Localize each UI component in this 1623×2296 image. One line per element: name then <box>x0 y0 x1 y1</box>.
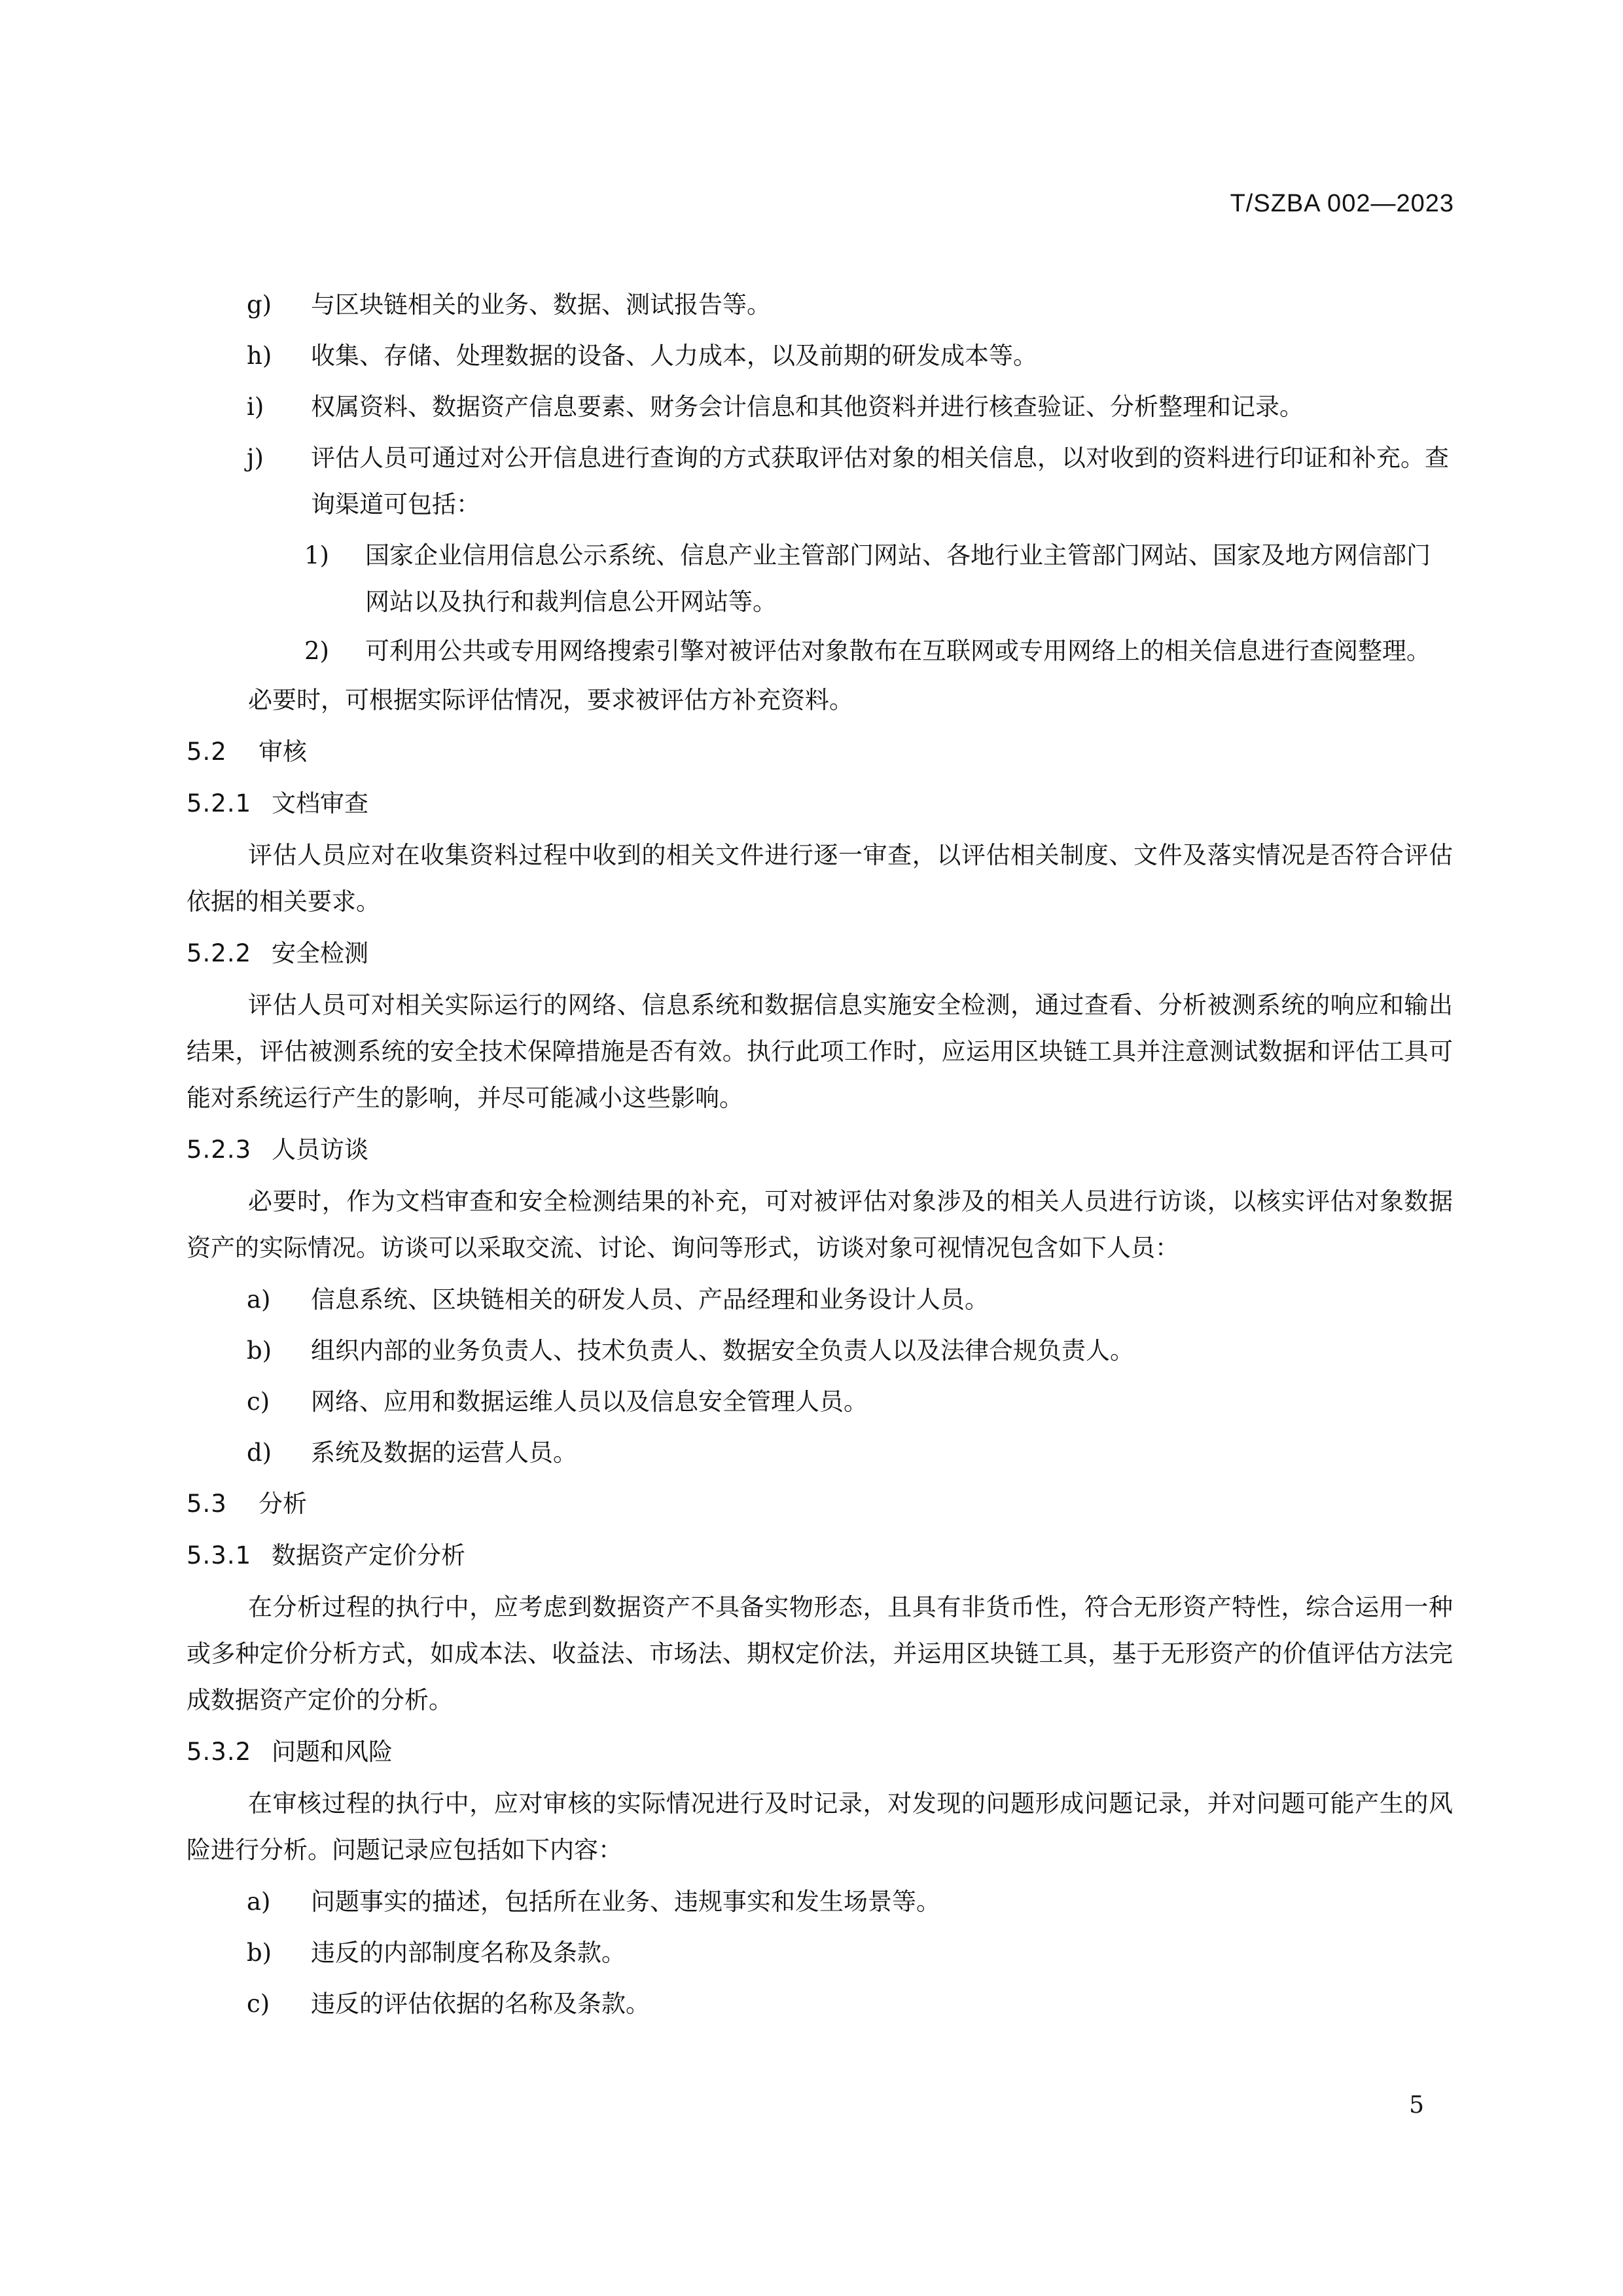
list-item <box>187 1429 1453 1476</box>
section-title: 审核 <box>259 738 307 766</box>
section-number: 5.2 <box>187 738 227 766</box>
sub-list-item-text: 可利用公共或专用网络搜索引擎对被评估对象散布在互联网或专用网络上的相关信息进行查阅整理。 <box>365 637 1431 665</box>
section-5-3-heading <box>187 1480 1453 1527</box>
section-title: 数据资产定价分析 <box>272 1541 465 1570</box>
sub-list-item-1 <box>187 532 1453 625</box>
list-item-text: 组织内部的业务负责人、技术负责人、数据安全负责人以及法律合规负责人。 <box>311 1336 1134 1365</box>
list-item <box>187 1378 1453 1425</box>
list-marker: c) <box>247 1990 270 2018</box>
section-5-3-2-paragraph: 在审核过程的执行中，应对审核的实际情况进行及时记录，对发现的问题形成问题记录，并对问题可能产生的风险进行分析。问题记录应包括如下内容： <box>187 1789 1453 1864</box>
section-5-2-3-heading <box>187 1126 1453 1173</box>
sub-list-marker: 2) <box>304 637 329 665</box>
supplement-paragraph: 必要时，可根据实际评估情况，要求被评估方补充资料。 <box>248 686 853 714</box>
list-marker: g) <box>247 291 272 319</box>
list-item-g <box>187 281 1453 328</box>
list-item-text: 问题事实的描述，包括所在业务、违规事实和发生场景等。 <box>311 1888 940 1916</box>
sub-list-marker: 1) <box>304 541 329 569</box>
list-item-i <box>187 384 1453 430</box>
section-5-2-1-heading <box>187 780 1453 827</box>
list-item <box>187 1276 1453 1323</box>
list-marker: a) <box>247 1888 271 1916</box>
section-5-3-1-heading <box>187 1532 1453 1579</box>
list-marker: j) <box>247 444 264 472</box>
list-marker: i) <box>247 393 264 421</box>
list-item-text: 系统及数据的运营人员。 <box>311 1439 577 1467</box>
list-item-text: 与区块链相关的业务、数据、测试报告等。 <box>311 291 771 319</box>
list-item-h <box>187 332 1453 379</box>
list-item-j <box>187 435 1453 528</box>
list-marker: d) <box>247 1439 272 1467</box>
sub-list-item-text: 国家企业信用信息公示系统、信息产业主管部门网站、各地行业主管部门网站、国家及地方网信部门网站以及执行和裁判信息公开网站等。 <box>365 541 1431 616</box>
sub-list-item-2 <box>187 628 1453 674</box>
section-5-2-heading <box>187 728 1453 775</box>
section-title: 安全检测 <box>272 939 368 967</box>
list-marker: a) <box>247 1285 271 1314</box>
section-title: 问题和风险 <box>272 1738 393 1766</box>
section-5-2-2-paragraph: 评估人员可对相关实际运行的网络、信息系统和数据信息实施安全检测，通过查看、分析被测系统的响应和输出结果，评估被测系统的安全技术保障措施是否有效。执行此项工作时，应运用区块链工具并注意测试数据和评估工具可能对系统运行产生的影响，并尽可能减小这些影响。 <box>187 991 1453 1112</box>
list-marker: b) <box>247 1939 272 1967</box>
section-5-2-1-paragraph: 评估人员应对在收集资料过程中收到的相关文件进行逐一审查，以评估相关制度、文件及落实情况是否符合评估依据的相关要求。 <box>187 841 1453 916</box>
list-item <box>187 1929 1453 1976</box>
list-item-text: 信息系统、区块链相关的研发人员、产品经理和业务设计人员。 <box>311 1285 989 1314</box>
list-marker: b) <box>247 1336 272 1365</box>
section-5-2-2-heading <box>187 930 1453 977</box>
list-item-text: 违反的内部制度名称及条款。 <box>311 1939 626 1967</box>
list-item <box>187 1981 1453 2027</box>
section-title: 人员访谈 <box>272 1136 368 1164</box>
list-item-text: 网络、应用和数据运维人员以及信息安全管理人员。 <box>311 1388 868 1416</box>
list-item-text: 收集、存储、处理数据的设备、人力成本，以及前期的研发成本等。 <box>311 342 1037 370</box>
list-item <box>187 1327 1453 1374</box>
list-item-text: 权属资料、数据资产信息要素、财务会计信息和其他资料并进行核查验证、分析整理和记录。 <box>311 393 1304 421</box>
list-item-text: 评估人员可通过对公开信息进行查询的方式获取评估对象的相关信息，以对收到的资料进行印证和补充。查询渠道可包括： <box>311 444 1449 518</box>
section-number: 5.2.1 <box>187 789 252 817</box>
list-item-text: 违反的评估依据的名称及条款。 <box>311 1990 650 2018</box>
section-5-3-2-heading <box>187 1729 1453 1775</box>
section-5-2-3-paragraph: 必要时，作为文档审查和安全检测结果的补充，可对被评估对象涉及的相关人员进行访谈，以核实评估对象数据资产的实际情况。访谈可以采取交流、讨论、询问等形式，访谈对象可视情况包含如下人员： <box>187 1187 1453 1262</box>
page-number: 5 <box>1409 2092 1424 2119</box>
section-number: 5.2.3 <box>187 1136 252 1164</box>
list-item <box>187 1878 1453 1925</box>
list-marker: h) <box>247 342 272 370</box>
standard-code-header: T/SZBA 002—2023 <box>1230 190 1454 217</box>
section-number: 5.3.1 <box>187 1541 252 1570</box>
section-title: 文档审查 <box>272 789 368 817</box>
section-5-3-1-paragraph: 在分析过程的执行中，应考虑到数据资产不具备实物形态，且具有非货币性，符合无形资产特性，综合运用一种或多种定价分析方式，如成本法、收益法、市场法、期权定价法，并运用区块链工具，基于无形资产的价值评估方法完成数据资产定价的分析。 <box>187 1593 1453 1714</box>
section-number: 5.3.2 <box>187 1738 252 1766</box>
document-body <box>187 281 1453 2032</box>
section-number: 5.2.2 <box>187 939 252 967</box>
section-number: 5.3 <box>187 1490 227 1518</box>
section-title: 分析 <box>259 1490 307 1518</box>
list-marker: c) <box>247 1388 270 1416</box>
